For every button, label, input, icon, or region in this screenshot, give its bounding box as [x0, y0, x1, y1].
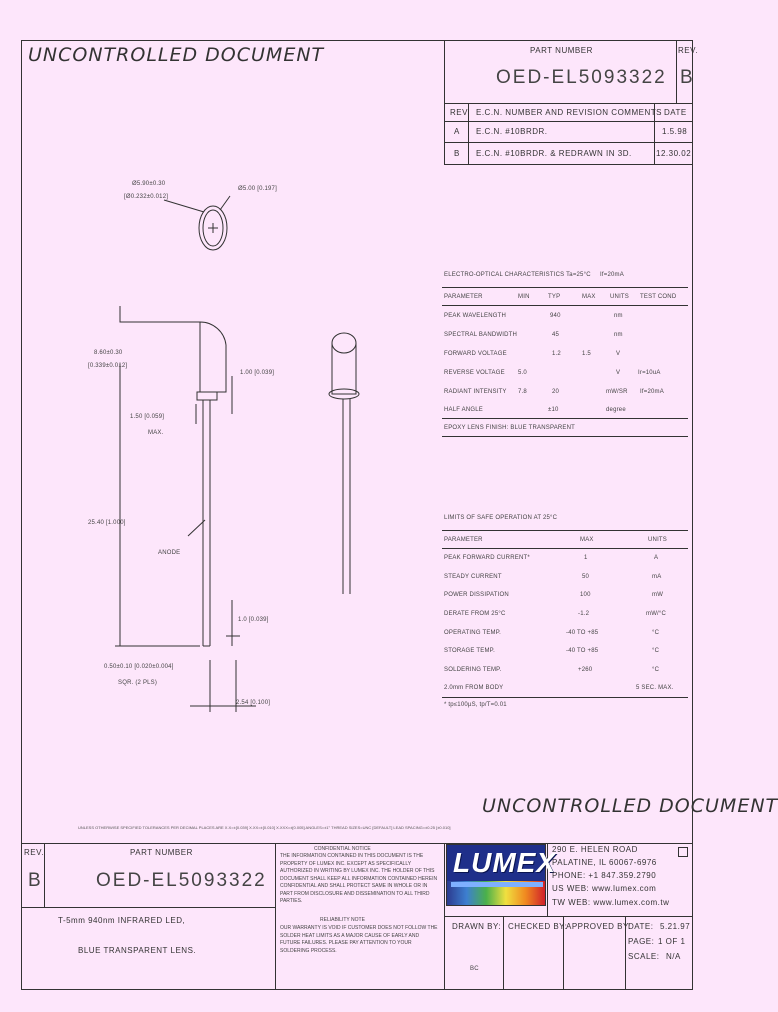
date-col-header: DATE	[664, 108, 687, 117]
footer-part-number: OED-EL5093322	[96, 870, 267, 891]
reliability-body: OUR WARRANTY IS VOID IF CUSTOMER DOES NOT FOLLOW THE SOLDER HEAT LIMITS AS A MAJOR CAUSE OF EARLY AND FUTURE FAILURES. PLEASE PAY ATTENTION TO YOUR SOLDERING PROCESS.	[280, 925, 438, 954]
table-row: RADIANT INTENSITY	[444, 389, 507, 395]
dim-lead-gap: 1.0 [0.039]	[238, 617, 269, 623]
table-row: -40 TO +85	[566, 648, 599, 654]
footer-rev-value: B	[28, 870, 43, 891]
description-line-1: T-5mm 940nm INFRARED LED,	[58, 916, 186, 925]
limits-header-parameter: PARAMETER	[444, 537, 483, 543]
dim-dia-a-in: [Ø0.232±0.012]	[124, 194, 169, 200]
approved-by-label: APPROVED BY:	[566, 922, 632, 931]
table-row: 1	[584, 555, 588, 561]
table-row: °C	[652, 667, 660, 673]
limits-header-units: UNITS	[648, 537, 667, 543]
registered-mark-icon	[678, 847, 688, 857]
eo-header-test: TEST COND	[640, 294, 677, 300]
table-row: mW/°C	[646, 611, 667, 617]
table-row: mW/SR	[606, 389, 628, 395]
table-row: nm	[614, 332, 623, 338]
tolerance-note: UNLESS OTHERWISE SPECIFIED TOLERANCES PER DECIMAL PLACES ARE X.X=±[0.039] X.XX=±[0.010] X.XXX=±[0.005] ANGLES=±1° THREAD SIZES=UNC [DEFAULT] LEAD SPACING=±0.25 [±0.010]	[78, 825, 451, 830]
table-row: 1.2	[552, 351, 561, 357]
table-row: SPECTRAL BANDWIDTH	[444, 332, 518, 338]
dim-lead-square-note: SQR. (2 PLS)	[118, 680, 158, 686]
table-row: PEAK FORWARD CURRENT*	[444, 555, 530, 561]
table-row: REVERSE VOLTAGE	[444, 370, 505, 376]
eo-header-min: MIN	[518, 294, 530, 300]
table-row: nm	[614, 313, 623, 319]
table-row: 1.5	[582, 351, 591, 357]
description-line-2: BLUE TRANSPARENT LENS.	[78, 946, 197, 955]
lens-finish: EPOXY LENS FINISH: BLUE TRANSPARENT	[444, 425, 576, 431]
table-row: A	[654, 555, 659, 561]
eo-header-parameter: PARAMETER	[444, 294, 483, 300]
dim-height: 8.60±0.30	[94, 350, 123, 356]
table-row: ±10	[548, 407, 559, 413]
table-row: Ir=10uA	[638, 370, 661, 376]
table-row: 1.5.98	[662, 127, 688, 136]
uncontrolled-stamp-top: UNCONTROLLED DOCUMENT	[28, 44, 325, 66]
table-row: -40 TO +85	[566, 630, 599, 636]
dim-step: 1.50 [0.059]	[130, 414, 165, 420]
confidential-body: THE INFORMATION CONTAINED IN THIS DOCUMENT IS THE PROPERTY OF LUMEX INC. EXCEPT AS SPECIFICALLY AUTHORIZED IN WRITING BY LUMEX INC. THE HOLDER OF THIS DOCUMENT SHALL KEEP ALL INFORMATION CONTAINED HEREIN CONFIDENTIAL AND SHALL PROTECT SAME IN WHOLE OR IN PART FROM DISCLOSURE AND DISSEMINATION TO ALL THIRD PARTIES.	[280, 853, 438, 904]
eo-header-typ: TYP	[548, 294, 561, 300]
table-row: 100	[580, 592, 591, 598]
dim-flange: 1.00 [0.039]	[240, 370, 275, 376]
page-value: 1 OF 1	[658, 937, 686, 946]
dim-lead-length: 25.40 [1.000]	[88, 520, 126, 526]
table-row: STEADY CURRENT	[444, 574, 502, 580]
table-row: OPERATING TEMP.	[444, 630, 502, 636]
reliability-title: RELIABILITY NOTE	[320, 917, 365, 923]
table-row: B	[454, 149, 460, 158]
table-row: °C	[652, 648, 660, 654]
anode-label: ANODE	[158, 550, 181, 556]
table-row: 20	[552, 389, 560, 395]
table-row: V	[616, 351, 621, 357]
table-row: POWER DISSIPATION	[444, 592, 509, 598]
table-row: 940	[550, 313, 561, 319]
table-row: +260	[578, 667, 593, 673]
table-row: 5 SEC. MAX.	[636, 685, 674, 691]
rev-col-header: REV	[450, 108, 468, 117]
table-row: E.C.N. #10BRDR. & REDRAWN IN 3D.	[476, 149, 632, 158]
dim-dia-a: Ø5.90±0.30	[132, 181, 166, 187]
part-number: OED-EL5093322	[496, 67, 667, 88]
footer-part-number-label: PART NUMBER	[130, 848, 193, 857]
dim-step-max: MAX.	[148, 430, 164, 436]
rev-label: REV.	[678, 46, 698, 55]
scale-label: SCALE:	[628, 952, 660, 961]
dim-dia-b: Ø5.00 [0.197]	[238, 186, 277, 192]
drawn-by-label: DRAWN BY:	[452, 922, 502, 931]
table-row: 45	[552, 332, 560, 338]
table-row: FORWARD VOLTAGE	[444, 351, 507, 357]
limits-footnote: * tp≤100µS, tp/T=0.01	[444, 702, 507, 708]
table-row: If=20mA	[640, 389, 664, 395]
table-row: 50	[582, 574, 590, 580]
footer-rev-label: REV.	[24, 848, 44, 857]
scale-value: N/A	[666, 952, 681, 961]
table-row: STORAGE TEMP.	[444, 648, 495, 654]
date-value: 5.21.97	[660, 922, 691, 931]
table-row: 7.8	[518, 389, 527, 395]
dim-pitch: 2.54 [0.100]	[236, 700, 271, 706]
date-label: DATE:	[628, 922, 654, 931]
table-row: V	[616, 370, 621, 376]
table-row: mW	[652, 592, 664, 598]
table-row: °C	[652, 630, 660, 636]
eo-title: ELECTRO-OPTICAL CHARACTERISTICS Ta=25°C	[444, 272, 591, 278]
table-row: 12.30.02	[656, 149, 692, 158]
table-row: degree	[606, 407, 626, 413]
table-row: mA	[652, 574, 662, 580]
table-row: 2.0mm FROM BODY	[444, 685, 504, 691]
checked-by-label: CHECKED BY:	[508, 922, 568, 931]
limits-title: LIMITS OF SAFE OPERATION AT 25°C	[444, 515, 558, 521]
table-row: A	[454, 127, 460, 136]
eo-header-max: MAX	[582, 294, 596, 300]
part-number-label: PART NUMBER	[530, 46, 593, 55]
lumex-logo: LUMEX	[446, 844, 546, 906]
eo-header-units: UNITS	[610, 294, 629, 300]
dim-height-in: [0.339±0.012]	[88, 363, 128, 369]
limits-header-max: MAX	[580, 537, 594, 543]
uncontrolled-stamp-bottom: UNCONTROLLED DOCUMENT	[482, 795, 778, 817]
table-row: SOLDERING TEMP.	[444, 667, 502, 673]
table-row: 5.0	[518, 370, 527, 376]
dim-lead-square: 0.50±0.10 [0.020±0.004]	[104, 664, 174, 670]
rev-value: B	[680, 67, 695, 88]
table-row: PEAK WAVELENGTH	[444, 313, 507, 319]
confidential-title: CONFIDENTIAL NOTICE	[314, 846, 371, 852]
page-label: PAGE:	[628, 937, 655, 946]
drawn-by-value: BC	[470, 966, 479, 972]
table-row: E.C.N. #10BRDR.	[476, 127, 548, 136]
eo-condition: If=20mA	[600, 272, 624, 278]
table-row: HALF ANGLE	[444, 407, 484, 413]
table-row: DERATE FROM 25°C	[444, 611, 506, 617]
ecn-col-header: E.C.N. NUMBER AND REVISION COMMENTS	[476, 108, 662, 117]
table-row: -1.2	[578, 611, 590, 617]
